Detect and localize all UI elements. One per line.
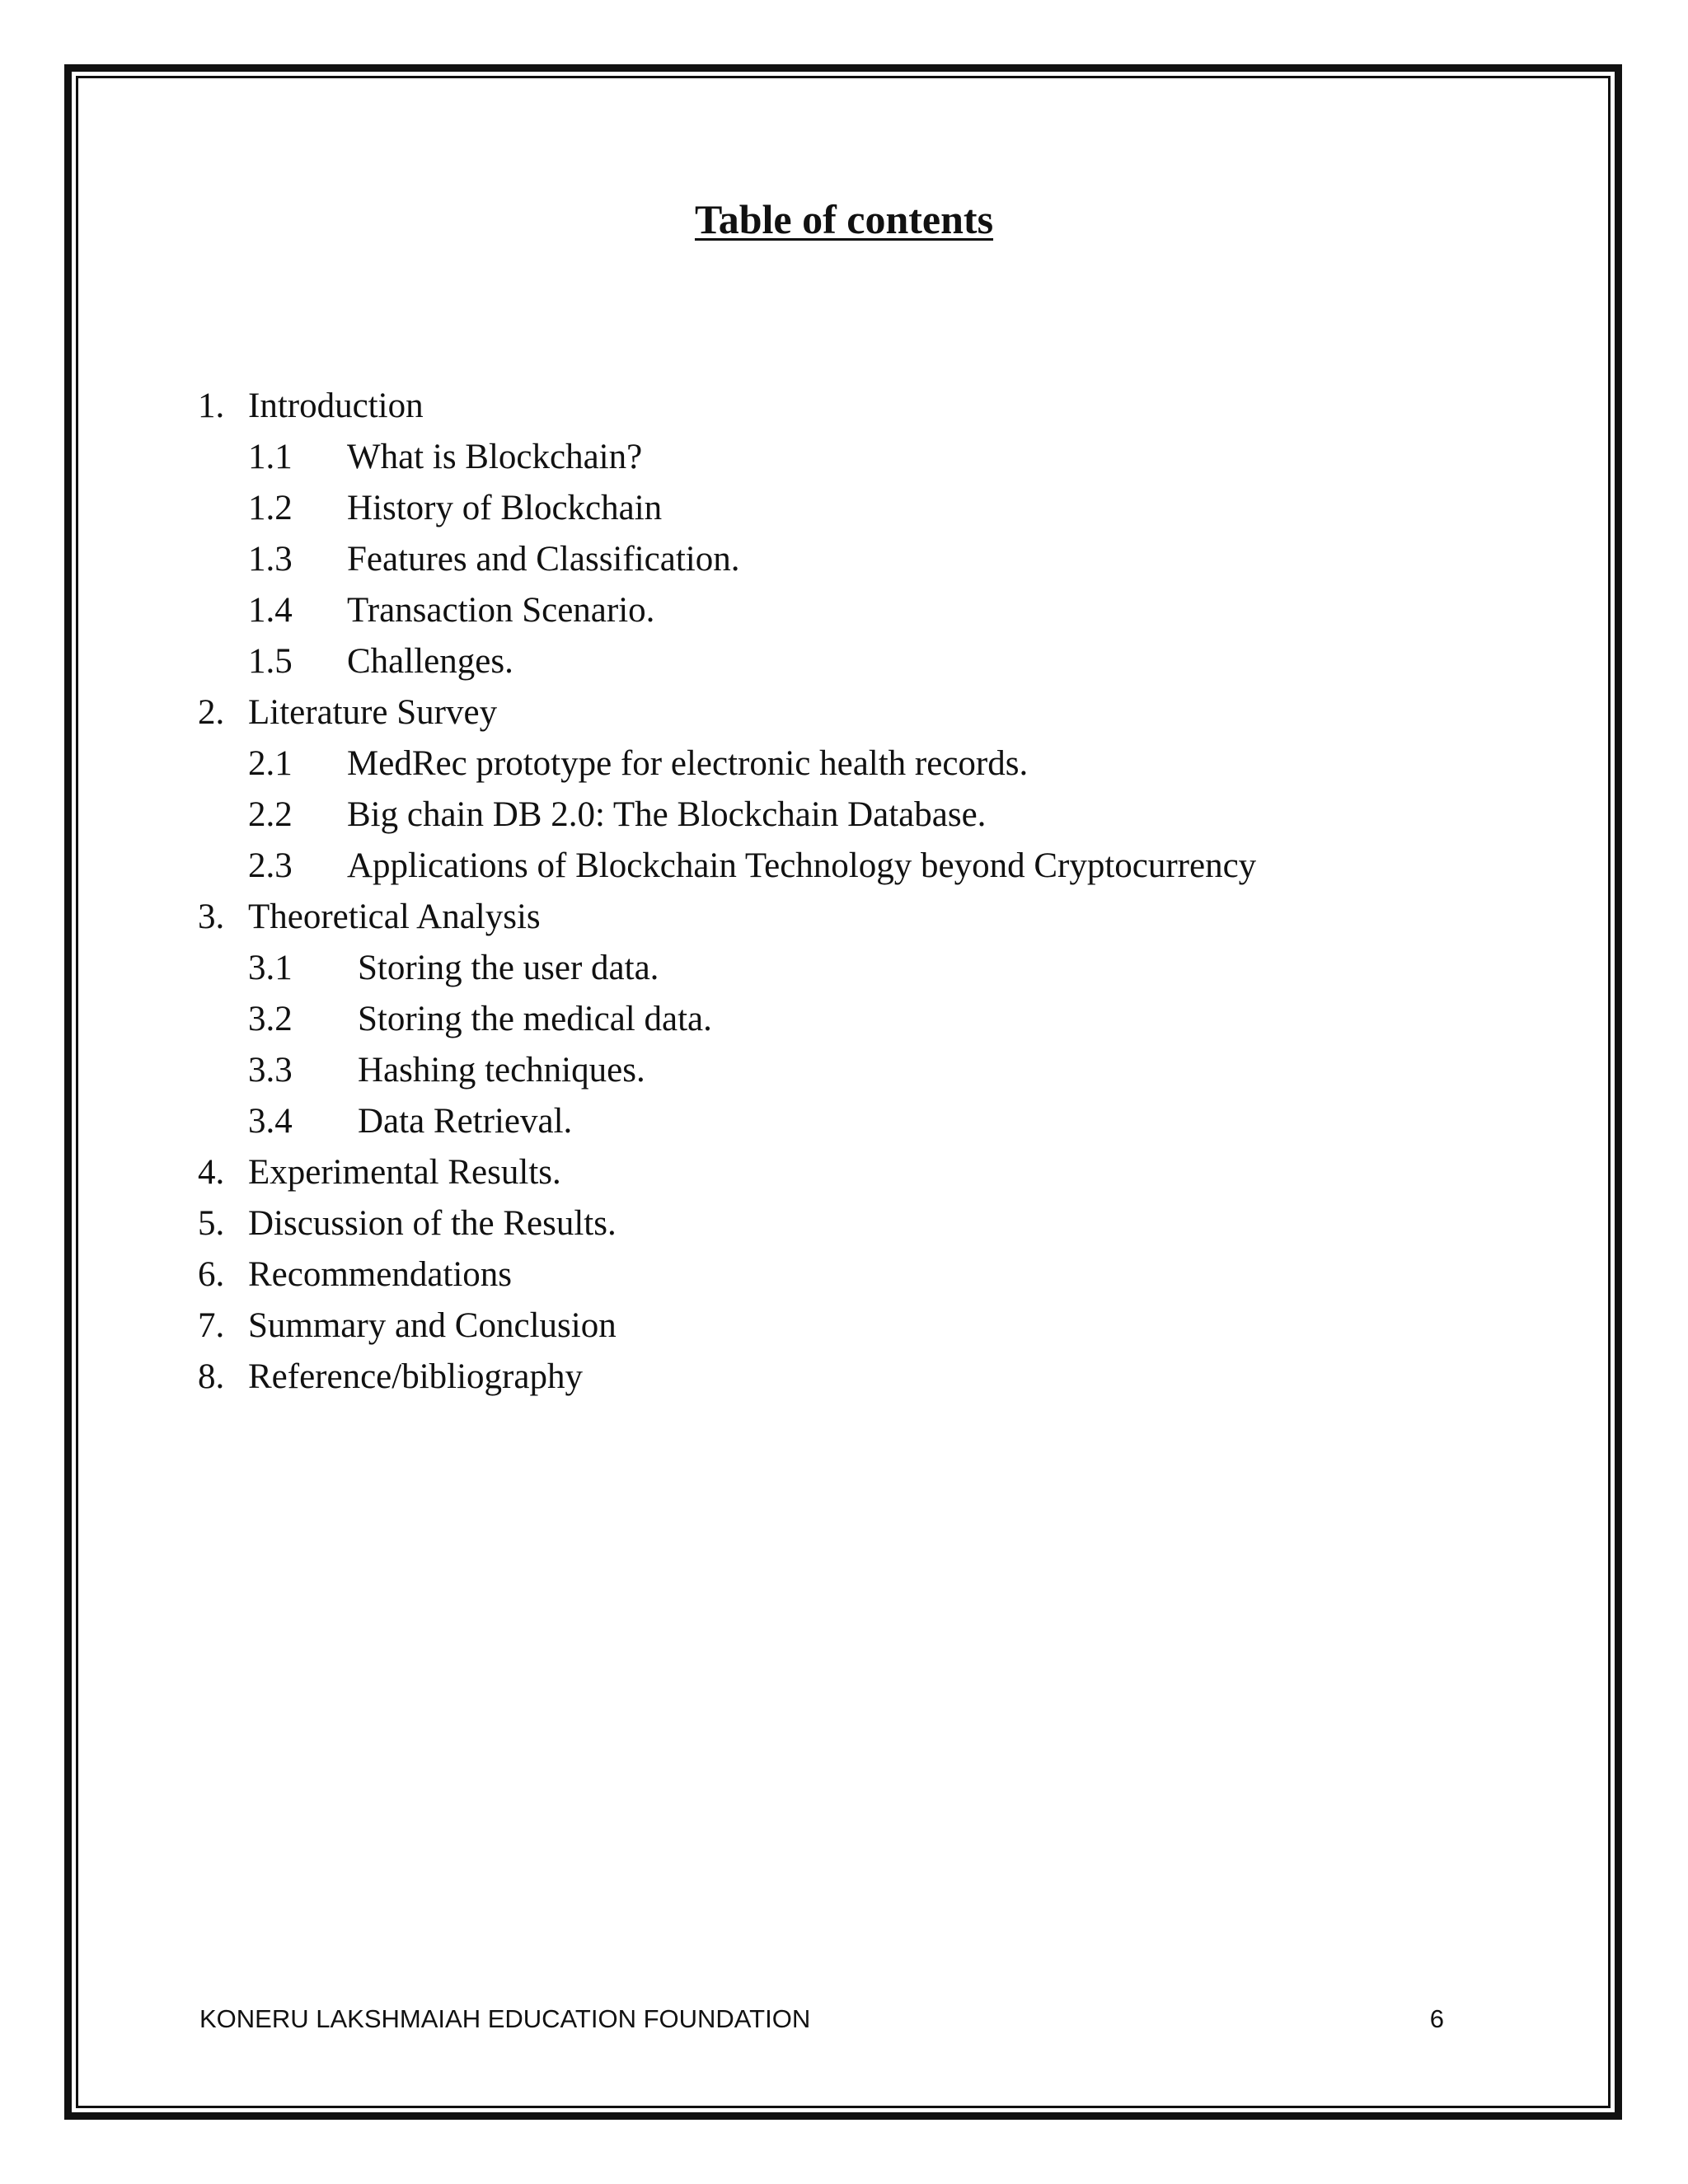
toc-subentry bbox=[198, 534, 1550, 585]
toc-subentry bbox=[198, 432, 1550, 483]
toc-entry bbox=[198, 1147, 1550, 1198]
toc-subentry bbox=[198, 994, 1550, 1045]
toc-entry-number: 1.3 bbox=[248, 540, 293, 579]
toc-entry-title: Challenges. bbox=[347, 642, 513, 681]
toc-entry-title: Experimental Results. bbox=[248, 1153, 561, 1192]
toc-entry-number: 3.2 bbox=[248, 1000, 293, 1038]
toc-entry-title: Data Retrieval. bbox=[358, 1102, 573, 1141]
toc-entry-number: 3.1 bbox=[248, 949, 293, 987]
toc-entry-title: Hashing techniques. bbox=[358, 1051, 645, 1090]
toc-subentry bbox=[198, 1045, 1550, 1096]
toc-entry-title: Recommendations bbox=[248, 1255, 513, 1294]
toc-entry bbox=[198, 1249, 1550, 1301]
toc-entry-title: Features and Classification. bbox=[347, 540, 740, 579]
toc-entry bbox=[198, 1301, 1550, 1352]
toc-subentry bbox=[198, 738, 1550, 790]
toc-entry-number: 1. bbox=[198, 387, 225, 425]
toc-entry-number: 8. bbox=[198, 1357, 225, 1396]
toc-entry bbox=[198, 892, 1550, 943]
toc-entry-title: Storing the user data. bbox=[358, 949, 659, 987]
toc-entry-number: 2.3 bbox=[248, 846, 293, 885]
toc-entry-number: 2.2 bbox=[248, 795, 293, 834]
toc-entry-number: 2. bbox=[198, 693, 225, 732]
page-title: Table of contents bbox=[694, 196, 994, 242]
toc-subentry bbox=[198, 790, 1550, 841]
toc-entry-number: 5. bbox=[198, 1204, 225, 1243]
toc-subentry bbox=[198, 943, 1550, 994]
toc-subentry bbox=[198, 483, 1550, 534]
toc-entry-title: Theoretical Analysis bbox=[248, 898, 541, 936]
toc-entry bbox=[198, 1352, 1550, 1403]
toc-entry-title: Storing the medical data. bbox=[358, 1000, 712, 1038]
toc-entry-number: 1.5 bbox=[248, 642, 293, 681]
toc-entry-number: 7. bbox=[198, 1306, 225, 1345]
toc-entry-title: Summary and Conclusion bbox=[248, 1306, 617, 1345]
toc-entry-number: 1.1 bbox=[248, 438, 293, 476]
toc-subentry bbox=[198, 585, 1550, 636]
toc-entry-number: 3.3 bbox=[248, 1051, 293, 1090]
toc-entry-title: Discussion of the Results. bbox=[248, 1204, 617, 1243]
footer-organization: KONERU LAKSHMAIAH EDUCATION FOUNDATION bbox=[199, 2004, 811, 2033]
toc-entry-title: What is Blockchain? bbox=[347, 438, 643, 476]
toc-entry bbox=[198, 687, 1550, 738]
toc-entry-title: Applications of Blockchain Technology beyond Cryptocurrency bbox=[347, 846, 1257, 885]
toc-entry-number: 1.2 bbox=[248, 489, 293, 527]
toc-subentry bbox=[198, 841, 1550, 892]
toc-entry-title: Introduction bbox=[248, 387, 424, 425]
toc-entry-title: Literature Survey bbox=[248, 693, 498, 732]
toc-entry-number: 6. bbox=[198, 1255, 225, 1294]
toc-entry-title: Big chain DB 2.0: The Blockchain Database. bbox=[347, 795, 987, 834]
toc-subentry bbox=[198, 636, 1550, 687]
toc-entry-number: 1.4 bbox=[248, 591, 293, 630]
toc-entry bbox=[198, 1198, 1550, 1249]
toc-entry-title: Transaction Scenario. bbox=[347, 591, 655, 630]
page-number: 6 bbox=[1429, 2004, 1444, 2033]
toc-entry bbox=[198, 381, 1550, 432]
table-of-contents bbox=[198, 381, 1550, 1403]
toc-entry-number: 3. bbox=[198, 898, 225, 936]
toc-entry-title: MedRec prototype for electronic health records. bbox=[347, 744, 1029, 783]
toc-entry-number: 2.1 bbox=[248, 744, 293, 783]
toc-entry-title: Reference/bibliography bbox=[248, 1357, 583, 1396]
toc-entry-number: 3.4 bbox=[248, 1102, 293, 1141]
toc-entry-number: 4. bbox=[198, 1153, 225, 1192]
toc-subentry bbox=[198, 1096, 1550, 1147]
toc-entry-title: History of Blockchain bbox=[347, 489, 663, 527]
